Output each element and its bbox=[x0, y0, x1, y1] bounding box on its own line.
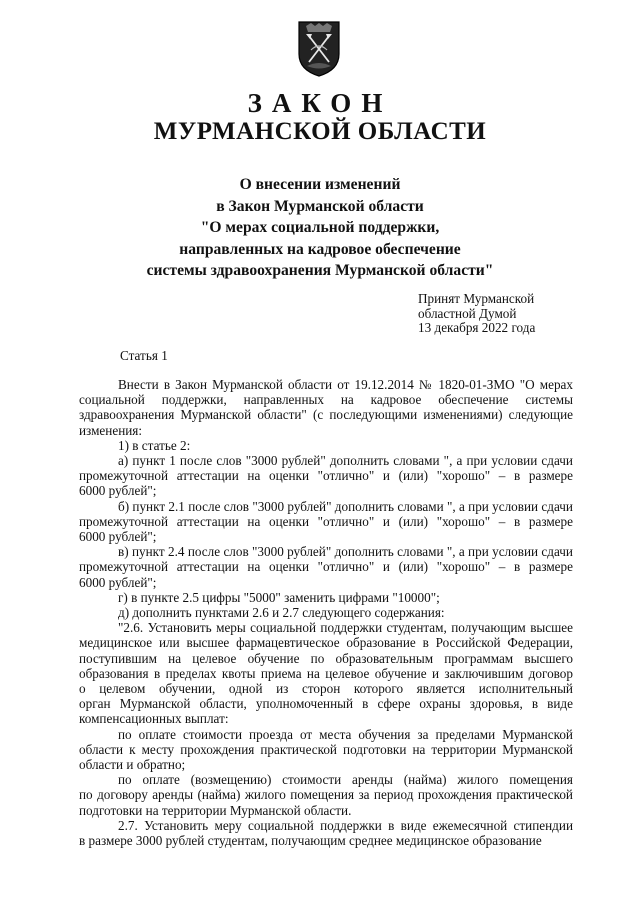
coat-of-arms-emblem bbox=[297, 20, 341, 78]
paragraph-line: области к месту прохождения практической подготовки на территории Мурманской bbox=[79, 741, 573, 757]
paragraph-line: а) пункт 1 после слов "3000 рублей" дополнить словами ", а при условии сдачи bbox=[118, 453, 573, 469]
paragraph-line: поступившим на целевое обучение по образовательным программам высшего bbox=[79, 650, 573, 666]
law-subject bbox=[60, 174, 580, 282]
article-heading: Статья 1 bbox=[120, 348, 168, 363]
paragraph-line: социальной поддержки, направленных на кадровое обеспечение системы bbox=[79, 392, 573, 408]
body-paragraph bbox=[79, 772, 573, 818]
paragraph-line: по договору аренды (найма) жилого помещения за период прохождения практической bbox=[79, 787, 573, 803]
body-paragraph bbox=[79, 438, 573, 453]
law-title: ЗАКОН bbox=[247, 88, 393, 118]
paragraph-line: о целевом обучении, одной из сторон которого является исполнительный bbox=[79, 681, 573, 697]
paragraph-line: орган Мурманской области, уполномоченный в сфере охраны здоровья, в виде bbox=[79, 696, 573, 712]
paragraph-line: промежуточной аттестации на оценки "отлично" и (или) "хорошо" – в размере bbox=[79, 468, 573, 484]
paragraph-line: компенсационных выплат: bbox=[79, 711, 229, 727]
paragraph-line: образования в пределах квоты приема на целевое обучение и заключившим договор bbox=[79, 665, 573, 681]
paragraph-line: области и обратно; bbox=[79, 757, 186, 773]
adoption-line: Принят Мурманской bbox=[418, 291, 535, 306]
adoption-note bbox=[418, 292, 535, 336]
subject-line: в Закон Мурманской области bbox=[216, 197, 424, 215]
adoption-line: областной Думой bbox=[418, 305, 517, 321]
paragraph-line: в) пункт 2.4 после слов "3000 рублей" дополнить словами ", а при условии сдачи bbox=[118, 544, 573, 560]
body-paragraph bbox=[79, 727, 573, 773]
paragraph-line: промежуточной аттестации на оценки "отлично" и (или) "хорошо" – в размере bbox=[79, 559, 573, 575]
body-paragraph bbox=[79, 605, 573, 620]
paragraph-line: "2.6. Установить меры социальной поддержки студентам, получающим высшее bbox=[118, 620, 573, 636]
body-paragraph bbox=[79, 453, 573, 499]
paragraph-line: 6000 рублей"; bbox=[79, 574, 157, 590]
paragraph-line: б) пункт 2.1 после слов "3000 рублей" дополнить словами ", а при условии сдачи bbox=[118, 498, 573, 514]
subject-line: "О мерах социальной поддержки, bbox=[200, 219, 440, 236]
subject-line: системы здравоохранения Мурманской области" bbox=[146, 262, 494, 279]
paragraph-line: 2.7. Установить меру социальной поддержки в виде ежемесячной стипендии bbox=[118, 817, 573, 833]
document-body bbox=[79, 377, 573, 848]
body-paragraph bbox=[79, 818, 573, 848]
subject-line: О внесении изменений bbox=[239, 176, 401, 193]
paragraph-line: Внести в Закон Мурманской области от 19.12.2014 № 1820-01-ЗМО "О мерах bbox=[118, 377, 573, 392]
body-paragraph bbox=[79, 499, 573, 545]
paragraph-line: медицинское или высшее фармацевтическое образование в Российской Федерации, bbox=[79, 635, 573, 651]
subject-line: направленных на кадровое обеспечение bbox=[179, 240, 461, 258]
paragraph-line: по оплате стоимости проезда от места обучения за пределами Мурманской bbox=[118, 726, 573, 742]
paragraph-line: 6000 рублей"; bbox=[79, 483, 157, 499]
adoption-date: 13 декабря 2022 года bbox=[418, 320, 536, 335]
paragraph-line: г) в пункте 2.5 цифры "5000" заменить цифрами "10000"; bbox=[118, 589, 440, 605]
paragraph-line: промежуточной аттестации на оценки "отлично" и (или) "хорошо" – в размере bbox=[79, 513, 573, 529]
body-paragraph bbox=[79, 544, 573, 590]
paragraph-line: здравоохранения Мурманской области" (с последующими изменениями) следующие bbox=[79, 407, 573, 423]
paragraph-line: 6000 рублей"; bbox=[79, 529, 157, 545]
paragraph-line: изменения: bbox=[79, 422, 143, 438]
body-paragraph bbox=[79, 590, 573, 605]
region-title: МУРМАНСКОЙ ОБЛАСТИ bbox=[153, 118, 487, 145]
paragraph-line: в размере 3000 рублей студентам, получающим среднее медицинское образование bbox=[79, 833, 542, 849]
paragraph-line: д) дополнить пунктами 2.6 и 2.7 следующего содержания: bbox=[118, 605, 445, 621]
paragraph-line: 1) в статье 2: bbox=[118, 437, 191, 453]
body-paragraph bbox=[79, 377, 573, 438]
paragraph-line: подготовки на территории Мурманской области. bbox=[79, 802, 352, 818]
paragraph-line: по оплате (возмещению) стоимости аренды (найма) жилого помещения bbox=[118, 772, 573, 788]
body-paragraph bbox=[79, 620, 573, 726]
